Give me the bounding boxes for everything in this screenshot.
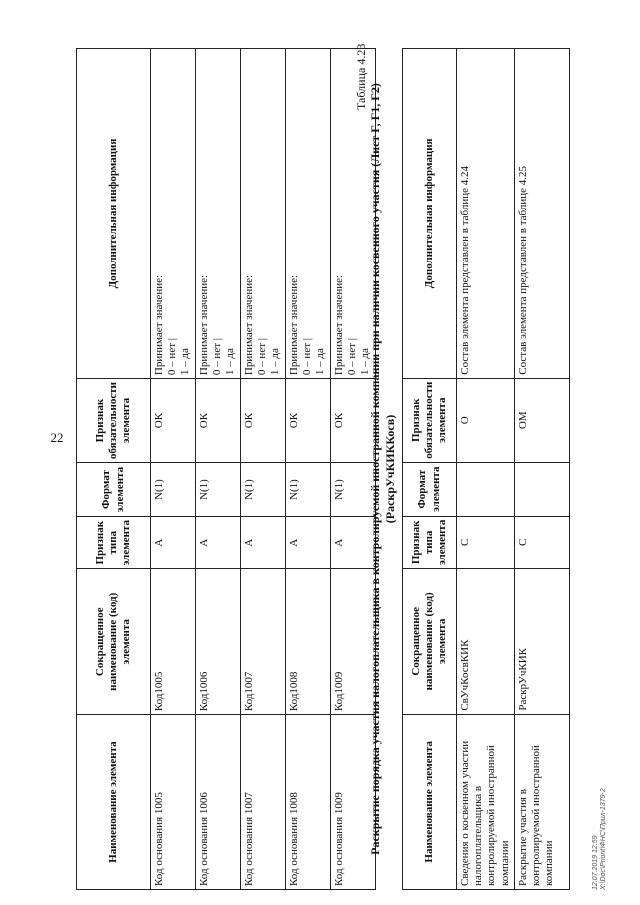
element-code-cell: РаскрУчКИК: [514, 569, 569, 715]
element-info-cell: Принимает значение: 0 – нет | 1 – да: [286, 49, 331, 379]
table-row: [457, 49, 515, 890]
table-row: [151, 49, 196, 890]
element-required-cell: ОК: [331, 379, 376, 463]
element-format-cell: [514, 462, 569, 516]
element-format-cell: N(1): [241, 463, 286, 517]
element-info-cell: Состав элемента представлен в таблице 4.25: [514, 49, 569, 379]
header-cell: Дополнительная информация: [403, 49, 457, 379]
element-name-cell: Код основания 1009: [331, 715, 376, 890]
table-row: [241, 49, 286, 890]
element-code-cell: Код1007: [241, 569, 286, 715]
element-required-cell: ОК: [196, 379, 241, 463]
header-cell: Наименование элемента: [403, 714, 457, 889]
table-row: [196, 49, 241, 890]
element-code-cell: Код1006: [196, 569, 241, 715]
element-required-cell: ОК: [286, 379, 331, 463]
table-row: [514, 49, 569, 890]
table-number-label: Таблица 4.23: [354, 43, 368, 110]
header-cell: Формат элемента: [403, 462, 457, 516]
element-required-cell: О: [457, 378, 515, 462]
element-format-cell: [457, 462, 515, 516]
element-info-cell: Принимает значение: 0 – нет | 1 – да: [331, 49, 376, 379]
header-cell: Сокращенное наименование (код) элемента: [403, 569, 457, 715]
header-cell: Признак обязательности элемента: [77, 379, 151, 463]
elements-table-2: [402, 48, 570, 890]
element-type-cell: А: [151, 517, 196, 569]
element-name-cell: Код основания 1006: [196, 715, 241, 890]
element-required-cell: ОК: [151, 379, 196, 463]
element-format-cell: N(1): [196, 463, 241, 517]
table-header-row: [77, 49, 151, 890]
element-info-cell: Принимает значение: 0 – нет | 1 – да: [151, 49, 196, 379]
element-code-cell: Код1005: [151, 569, 196, 715]
header-cell: Формат элемента: [77, 463, 151, 517]
element-info-cell: Состав элемента представлен в таблице 4.24: [457, 49, 515, 379]
element-code-cell: Код1008: [286, 569, 331, 715]
table-title: Раскрытие порядка участия налогоплательщика в контролируемой иностранной компании при наличии косвенного участия (Лист Г, Г1, Г2) (РаскрУчКИККосв): [368, 83, 397, 855]
header-cell: Признак типа элемента: [403, 516, 457, 568]
element-name-cell: Сведения о косвенном участии налогоплательщика в контролируемой иностранной компании: [457, 714, 515, 889]
element-format-cell: N(1): [331, 463, 376, 517]
header-cell: Сокращенное наименование (код) элемента: [77, 569, 151, 715]
element-info-cell: Принимает значение: 0 – нет | 1 – да: [241, 49, 286, 379]
stamp-date: 12.07.2019 12:59: [592, 835, 599, 890]
element-format-cell: N(1): [151, 463, 196, 517]
element-format-cell: N(1): [286, 463, 331, 517]
element-info-cell: Принимает значение: 0 – нет | 1 – да: [196, 49, 241, 379]
page-number: 22: [50, 430, 64, 445]
element-code-cell: СвУчКосвКИК: [457, 569, 515, 715]
element-type-cell: А: [241, 517, 286, 569]
element-name-cell: Раскрытие участия в контролируемой иностранной компании: [514, 714, 569, 889]
element-name-cell: Код основания 1005: [151, 715, 196, 890]
element-required-cell: ОК: [241, 379, 286, 463]
element-type-cell: А: [286, 517, 331, 569]
header-cell: Наименование элемента: [77, 715, 151, 890]
element-type-cell: С: [514, 516, 569, 568]
element-name-cell: Код основания 1008: [286, 715, 331, 890]
file-stamp: [592, 788, 607, 890]
element-required-cell: ОМ: [514, 378, 569, 462]
element-code-cell: Код1009: [331, 569, 376, 715]
header-cell: Признак типа элемента: [77, 517, 151, 569]
table-header-row: [403, 49, 457, 890]
stamp-path: X:\Doc\Priorit\ФНС\Прил-1379-2: [599, 788, 607, 890]
table-row: [286, 49, 331, 890]
element-type-cell: А: [331, 517, 376, 569]
element-type-cell: С: [457, 516, 515, 568]
rotated-page-content: [76, 30, 607, 890]
element-name-cell: Код основания 1007: [241, 715, 286, 890]
header-cell: Дополнительная информация: [77, 49, 151, 379]
elements-table-1: [76, 48, 376, 890]
element-type-cell: А: [196, 517, 241, 569]
header-cell: Признак обязательности элемента: [403, 378, 457, 462]
